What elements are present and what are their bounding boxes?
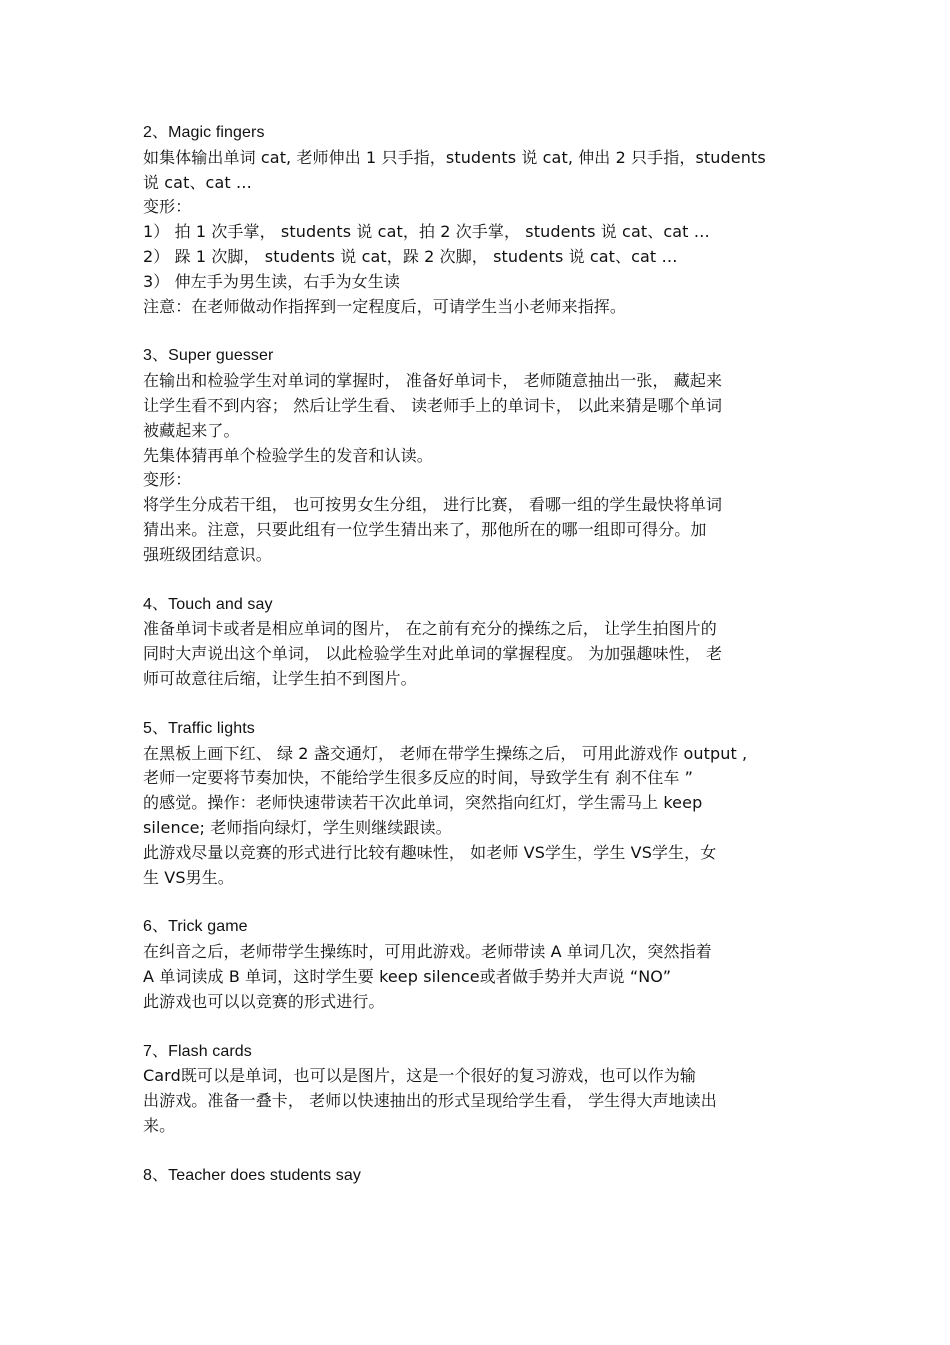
section-heading: 6、Trick game bbox=[143, 918, 248, 936]
paragraph-line: 此游戏也可以以竞赛的形式进行。 bbox=[143, 991, 385, 1011]
paragraph-line: 的感觉。操作：老师快速带读若干次此单词，突然指向红灯，学生需马上 keep bbox=[143, 793, 703, 813]
paragraph-line: 猜出来。注意，只要此组有一位学生猜出来了，那他所在的哪一组即可得分。加 bbox=[143, 519, 707, 539]
section-traffic-lights bbox=[143, 717, 811, 891]
section-heading: 5、Traffic lights bbox=[143, 719, 255, 737]
section-heading: 3、Super guesser bbox=[143, 347, 274, 365]
paragraph-line: 如集体输出单词 cat, 老师伸出 1 只手指，students 说 cat, 伸出 2 只手指，students bbox=[143, 147, 766, 167]
paragraph-line: silence; 老师指向绿灯，学生则继续跟读。 bbox=[143, 817, 452, 837]
section-touch-and-say bbox=[143, 593, 811, 692]
paragraph-line: 变形： bbox=[143, 197, 192, 217]
section-heading: 4、Touch and say bbox=[143, 595, 273, 613]
section-trick-game bbox=[143, 915, 811, 1014]
section-super-guesser bbox=[143, 344, 811, 567]
list-item: 2） 跺 1 次脚， students 说 cat，跺 2 次脚， students 说 cat、cat … bbox=[143, 246, 678, 266]
paragraph-line: Card既可以是单词，也可以是图片，这是一个很好的复习游戏，也可以作为输 bbox=[143, 1066, 697, 1086]
note-line: 注意：在老师做动作指挥到一定程度后，可请学生当小老师来指挥。 bbox=[143, 296, 627, 316]
paragraph-line: 将学生分成若干组， 也可按男女生分组， 进行比赛， 看哪一组的学生最快将单词 bbox=[143, 495, 723, 515]
paragraph-line: 说 cat、cat … bbox=[143, 172, 253, 192]
paragraph-line: 在纠音之后，老师带学生操练时，可用此游戏。老师带读 A 单词几次，突然指着 bbox=[143, 942, 712, 962]
paragraph-line: 先集体猜再单个检验学生的发音和认读。 bbox=[143, 445, 433, 465]
paragraph-line: 让学生看不到内容； 然后让学生看、 读老师手上的单词卡， 以此来猜是哪个单词 bbox=[143, 395, 723, 415]
paragraph-line: 老师一定要将节奏加快，不能给学生很多反应的时间，导致学生有 刹不住车 ” bbox=[143, 768, 694, 788]
paragraph-line: 在黑板上画下红、 绿 2 盏交通灯， 老师在带学生操练之后， 可用此游戏作 output , bbox=[143, 743, 748, 763]
paragraph-line: 准备单词卡或者是相应单词的图片， 在之前有充分的操练之后， 让学生拍图片的 bbox=[143, 619, 717, 639]
section-heading: 2、Magic fingers bbox=[143, 124, 265, 141]
section-heading: 8、Teacher does students say bbox=[143, 1166, 361, 1184]
section-teacher-does-students-say bbox=[143, 1164, 811, 1189]
section-flash-cards bbox=[143, 1040, 811, 1139]
document-page bbox=[143, 121, 811, 1188]
paragraph-line: 生 VS男生。 bbox=[143, 867, 234, 887]
paragraph-line: 在输出和检验学生对单词的掌握时， 准备好单词卡， 老师随意抽出一张， 藏起来 bbox=[143, 371, 723, 391]
paragraph-line: 师可故意往后缩，让学生拍不到图片。 bbox=[143, 668, 417, 688]
list-item: 3） 伸左手为男生读，右手为女生读 bbox=[143, 271, 400, 291]
paragraph-line: 此游戏尽量以竞赛的形式进行比较有趣味性， 如老师 VS学生，学生 VS学生，女 bbox=[143, 842, 717, 862]
paragraph-line: 同时大声说出这个单词， 以此检验学生对此单词的掌握程度。 为加强趣味性， 老 bbox=[143, 644, 723, 664]
paragraph-line: 出游戏。准备一叠卡， 老师以快速抽出的形式呈现给学生看， 学生得大声地读出 bbox=[143, 1091, 717, 1111]
list-item: 1） 拍 1 次手掌， students 说 cat，拍 2 次手掌， students 说 cat、cat … bbox=[143, 222, 710, 242]
paragraph-line: 被藏起来了。 bbox=[143, 420, 240, 440]
paragraph-line: 强班级团结意识。 bbox=[143, 544, 272, 564]
paragraph-line: 来。 bbox=[143, 1115, 176, 1135]
paragraph-line: A 单词读成 B 单词，这时学生要 keep silence或者做手势并大声说 “NO” bbox=[143, 966, 672, 986]
paragraph-line: 变形： bbox=[143, 470, 192, 490]
section-heading: 7、Flash cards bbox=[143, 1042, 252, 1060]
section-magic-fingers bbox=[143, 121, 811, 319]
